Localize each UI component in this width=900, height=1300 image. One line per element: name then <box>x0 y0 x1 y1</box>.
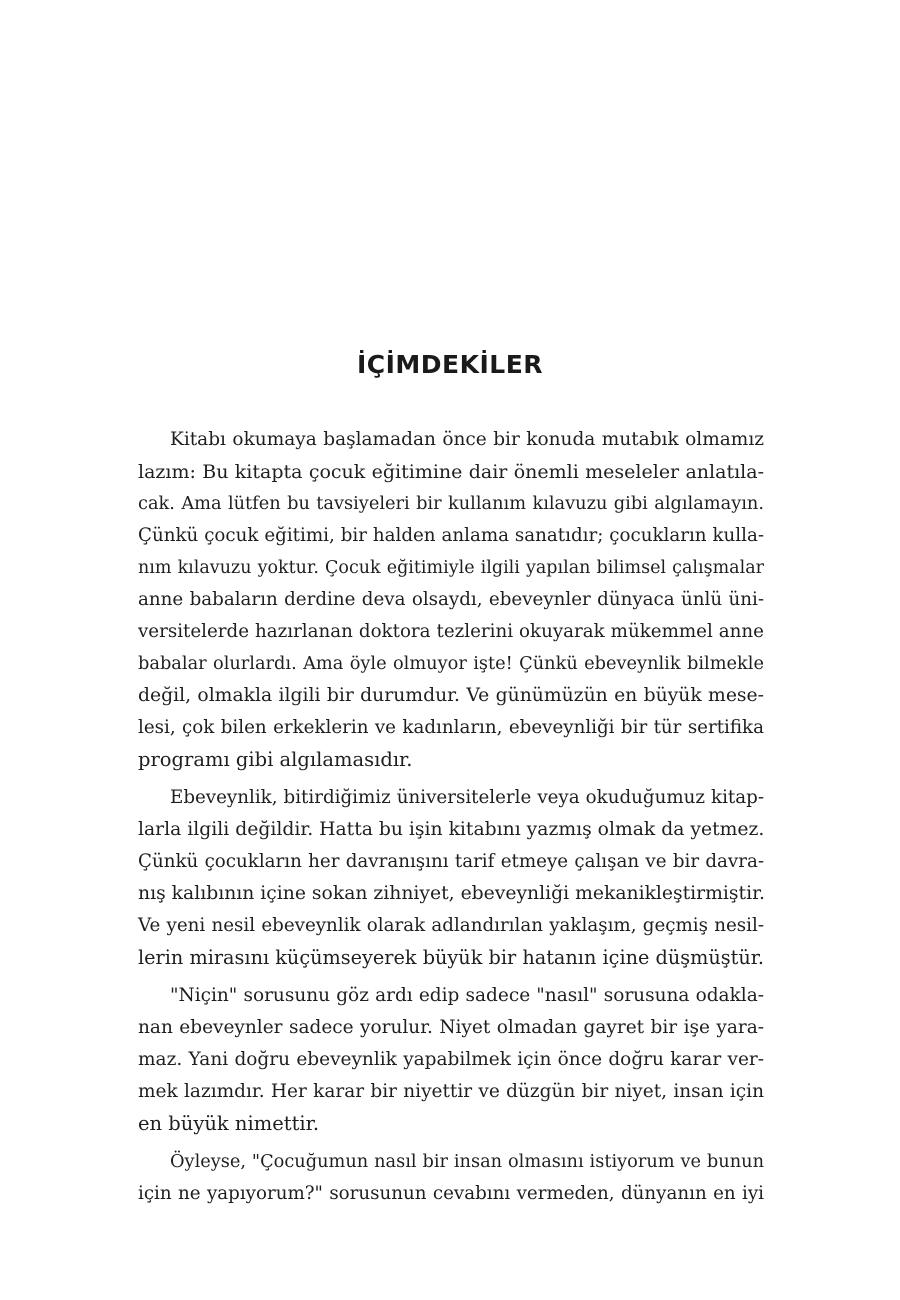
text-line: versitelerde hazırlanan doktora tezlerini okuyarak mükemmel anne <box>138 621 764 642</box>
page-title: İÇİMDEKİLER <box>356 350 544 379</box>
text-line: için ne yapıyorum?" sorusunun cevabını vermeden, dünyanın en iyi <box>138 1183 764 1204</box>
text-line: lesi, çok bilen erkeklerin ve kadınların, ebeveynliği bir tür sertifika <box>138 717 764 738</box>
text-line: "Niçin" sorusunu göz ardı edip sadece "nasıl" sorusuna odakla- <box>170 985 764 1006</box>
text-line: programı gibi algılamasıdır. <box>138 748 413 771</box>
text-line: mek lazımdır. Her karar bir niyettir ve düzgün bir niyet, insan için <box>138 1081 764 1102</box>
paragraph <box>138 782 764 974</box>
text-line: Öyleyse, "Çocuğumun nasıl bir insan olmasını istiyorum ve bunun <box>170 1152 764 1172</box>
text-line: nış kalıbının içine sokan zihniyet, ebeveynliği mekanikleştirmiştir. <box>138 883 765 904</box>
text-line: en büyük nimettir. <box>138 1112 320 1135</box>
text-line: değil, olmakla ilgili bir durumdur. Ve günümüzün en büyük mese- <box>138 685 764 706</box>
text-line: anne babaların derdine deva olsaydı, ebeveynler dünyaca ünlü üni- <box>138 589 764 610</box>
text-line: Çünkü çocuk eğitimi, bir halden anlama sanatıdır; çocukların kulla- <box>138 525 764 546</box>
text-line: Ebeveynlik, bitirdiğimiz üniversitelerle veya okuduğumuz kitap- <box>170 787 764 808</box>
text-line: nım kılavuzu yoktur. Çocuk eğitimiyle ilgili yapılan bilimsel çalışmalar <box>138 558 764 578</box>
text-line: babalar olurlardı. Ama öyle olmuyor işte! Çünkü ebeveynlik bilmekle <box>138 654 764 674</box>
text-line: Çünkü çocukların her davranışını tarif etmeye çalışan ve bir davra- <box>138 851 764 872</box>
text-line: maz. Yani doğru ebeveynlik yapabilmek için önce doğru karar ver- <box>138 1049 764 1070</box>
text-line: nan ebeveynler sadece yorulur. Niyet olmadan gayret bir işe yara- <box>138 1017 764 1038</box>
text-line: cak. Ama lütfen bu tavsiyeleri bir kullanım kılavuzu gibi algılamayın. <box>138 494 764 514</box>
body-text <box>138 424 764 1210</box>
text-line: Ve yeni nesil ebeveynlik olarak adlandırılan yaklaşım, geçmiş nesil- <box>138 915 764 936</box>
text-line: lerin mirasını küçümseyerek büyük bir hatanın içine düşmüştür. <box>138 946 764 969</box>
text-line: Kitabı okumaya başlamadan önce bir konuda mutabık olmamız <box>170 429 764 450</box>
text-line: larla ilgili değildir. Hatta bu işin kitabını yazmış olmak da yetmez. <box>138 819 765 840</box>
paragraph <box>138 980 764 1140</box>
text-line: lazım: Bu kitapta çocuk eğitimine dair önemli meseleler anlatıla- <box>138 461 764 483</box>
paragraph <box>138 1146 764 1210</box>
paragraph <box>138 424 764 776</box>
